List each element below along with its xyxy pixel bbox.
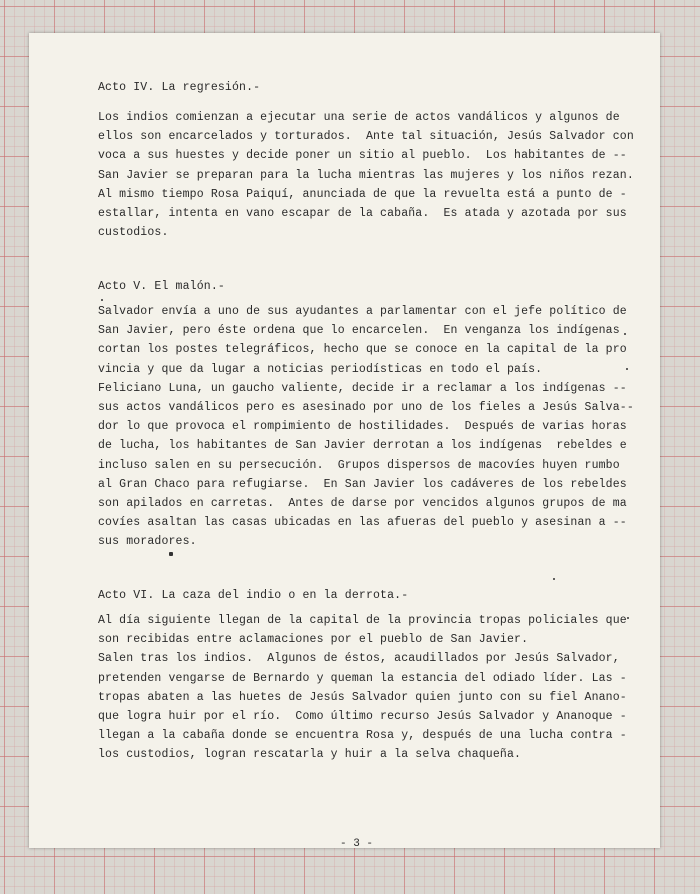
text-line: pretenden vengarse de Bernardo y queman la estancia del odiado líder. Las -: [98, 671, 627, 685]
text-line: Salvador envía a uno de sus ayudantes a parlamentar con el jefe político de: [98, 305, 627, 318]
text-line: San Javier, pero éste ordena que lo encarcelen. En venganza los indígenas: [98, 324, 620, 338]
text-line: Al mismo tiempo Rosa Paiquí, anunciada de que la revuelta está a punto de -: [98, 187, 627, 201]
text-line: estallar, intenta en vano escapar de la cabaña. Es atada y azotada por sus: [98, 206, 627, 220]
text-line: al Gran Chaco para refugiarse. En San Javier los cadáveres de los rebeldes: [98, 477, 627, 491]
text-line: incluso salen en su persecución. Grupos dispersos de macovíes huyen rumbo: [98, 458, 620, 472]
text-line: Los indios comienzan a ejecutar una serie de actos vandálicos y algunos de: [98, 111, 620, 124]
ink-speck: [627, 617, 629, 619]
section-body-acto-iv: [98, 108, 634, 242]
text-line: de lucha, los habitantes de San Javier derrotan a los indígenas rebeldes e: [98, 439, 627, 453]
section-body-acto-v: [98, 302, 634, 551]
text-line: voca a sus huestes y decide poner un sitio al pueblo. Los habitantes de --: [98, 149, 627, 163]
page-number: - 3 -: [340, 838, 374, 850]
text-line: Salen tras los indios. Algunos de éstos, acaudillados por Jesús Salvador,: [98, 652, 620, 666]
text-line: dor lo que provoca el rompimiento de hostilidades. Después de varias horas: [98, 420, 627, 434]
text-line: llegan a la cabaña donde se encuentra Rosa y, después de una lucha contra -: [98, 729, 627, 743]
text-line: son apilados en carretas. Antes de darse por vencidos algunos grupos de ma: [98, 496, 627, 510]
text-line: sus actos vandálicos pero es asesinado por uno de los fieles a Jesús Salva--: [98, 400, 634, 414]
text-line: sus moradores.: [98, 535, 197, 549]
text-line: son recibidas entre aclamaciones por el pueblo de San Javier.: [98, 633, 529, 647]
text-line: Feliciano Luna, un gaucho valiente, decide ir a reclamar a los indígenas --: [98, 381, 627, 395]
text-line: covíes asaltan las casas ubicadas en las afueras del pueblo y asesinan a --: [98, 516, 627, 530]
text-line: tropas abaten a las huetes de Jesús Salvador quien junto con su fiel Anano-: [98, 690, 627, 704]
text-line: San Javier se preparan para la lucha mientras las mujeres y los niños rezan.: [98, 168, 634, 182]
section-heading-acto-v: Acto V. El malón.-: [98, 280, 225, 293]
text-line: que logra huir por el río. Como último recurso Jesús Salvador y Ananoque -: [98, 709, 627, 723]
text-line: custodios.: [98, 226, 169, 240]
text-line: cortan los postes telegráficos, hecho que se conoce en la capital de la pro: [98, 343, 627, 357]
ink-speck: [626, 368, 628, 370]
ink-speck: [624, 333, 626, 335]
text-line: Al día siguiente llegan de la capital de la provincia tropas policiales que: [98, 614, 627, 627]
text-line: ellos son encarcelados y torturados. Ante tal situación, Jesús Salvador con: [98, 130, 634, 144]
text-line: los custodios, logran rescatarla y huir a la selva chaqueña.: [98, 748, 522, 762]
text-line: vincia y que da lugar a noticias periodísticas en todo el país.: [98, 362, 543, 376]
ink-speck: [101, 299, 103, 301]
ink-speck: [169, 552, 173, 556]
section-heading-acto-iv: Acto IV. La regresión.-: [98, 81, 261, 94]
ink-speck: [553, 578, 555, 580]
section-heading-acto-vi: Acto VI. La caza del indio o en la derrota.-: [98, 589, 409, 602]
section-body-acto-vi: [98, 611, 627, 765]
